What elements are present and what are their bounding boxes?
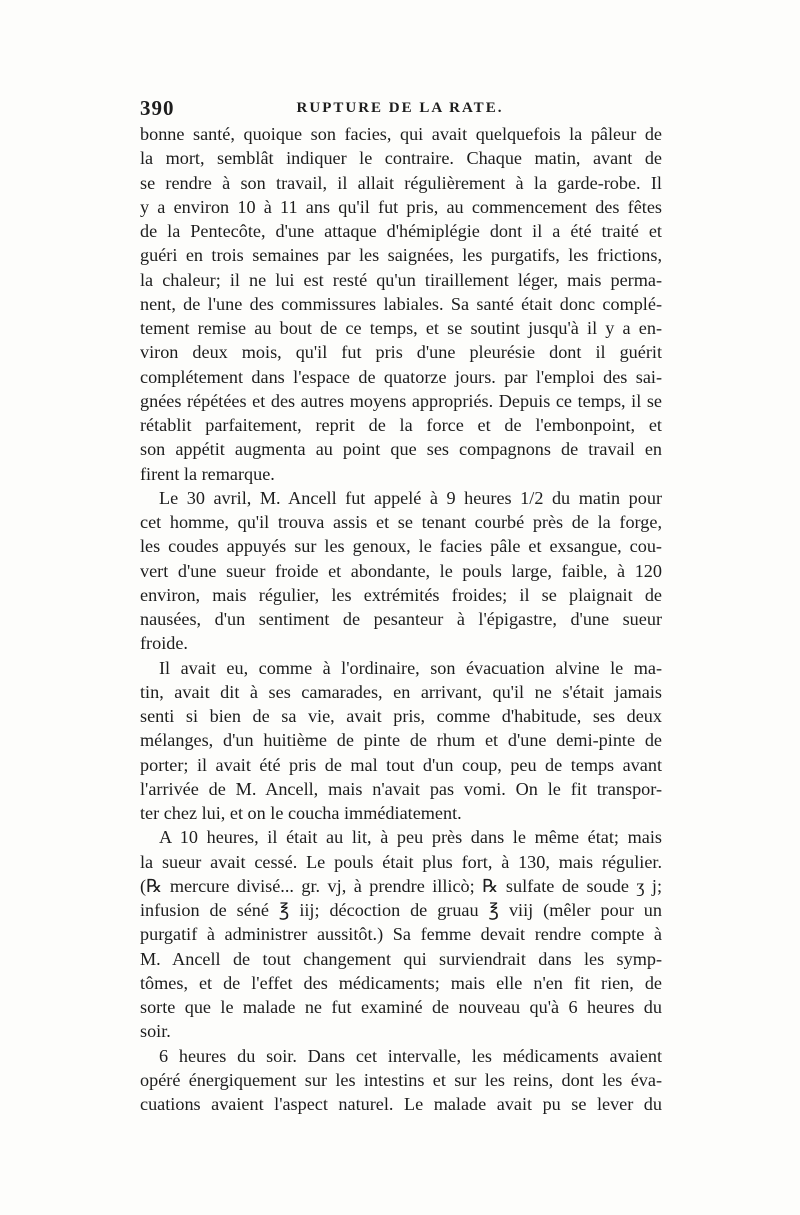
- text-line: soir.: [140, 1021, 171, 1042]
- text-line: porter; il avait été pris de mal tout d'un coup, peu de temps avant: [140, 754, 662, 775]
- text-line: rétablit parfaitement, reprit de la force et de l'embonpoint, et: [140, 415, 662, 435]
- text-line: tement remise au bout de ce temps, et se soutint jusqu'à il y a en-: [140, 318, 662, 338]
- text-line: son appétit augmenta au point que ses compagnons de travail en: [140, 439, 662, 460]
- text-line: tin, avait dit à ses camarades, en arrivant, qu'il ne s'était jamais: [140, 681, 662, 702]
- text-line: y a environ 10 à 11 ans qu'il fut pris, au commencement des fêtes: [140, 196, 662, 217]
- text-line: gnées répétées et des autres moyens appropriés. Depuis ce temps, il se: [140, 390, 662, 411]
- text-line: la mort, semblât indiquer le contraire. Chaque matin, avant de: [140, 148, 662, 169]
- text-line: (℞ mercure divisé... gr. vj, à prendre illicò; ℞ sulfate de soude ʒ j;: [140, 875, 662, 896]
- text-line: les coudes appuyés sur les genoux, le facies pâle et exsangue, cou-: [140, 536, 662, 557]
- text-line: bonne santé, quoique son facies, qui avait quelquefois la pâleur de: [140, 124, 662, 144]
- running-title: RUPTURE DE LA RATE.: [296, 100, 504, 116]
- text-line: M. Ancell de tout changement qui surviendrait dans les symp-: [140, 948, 662, 969]
- text-line: nausées, d'un sentiment de pesanteur à l'épigastre, d'une sueur: [140, 609, 662, 629]
- text-line: A 10 heures, il était au lit, à peu près dans le même état; mais: [159, 827, 662, 848]
- text-line: cuations avaient l'aspect naturel. Le malade avait pu se lever du: [140, 1094, 662, 1114]
- text-line: vert d'une sueur froide et abondante, le pouls large, faible, à 120: [140, 560, 662, 581]
- text-line: se rendre à son travail, il allait régulièrement à la garde-robe. Il: [140, 172, 662, 193]
- text-line: nent, de l'une des commissures labiales. Sa santé était donc complé-: [140, 293, 662, 314]
- text-line: infusion de séné ℥ iij; décoction de gruau ℥ viij (mêler pour un: [140, 900, 662, 920]
- text-line: Le 30 avril, M. Ancell fut appelé à 9 heures 1/2 du matin pour: [159, 487, 662, 508]
- text-line: ter chez lui, et on le coucha immédiatement.: [140, 803, 462, 823]
- text-line: froide.: [140, 633, 188, 654]
- text-line: 6 heures du soir. Dans cet intervalle, les médicaments avaient: [159, 1045, 662, 1066]
- text-line: l'arrivée de M. Ancell, mais n'avait pas vomi. On le fit transpor-: [140, 778, 662, 799]
- text-line: la sueur avait cessé. Le pouls était plus fort, à 130, mais régulier.: [140, 851, 662, 872]
- text-line: sorte que le malade ne fut examiné de nouveau qu'à 6 heures du: [140, 997, 662, 1017]
- text-line: de la Pentecôte, d'une attaque d'hémiplégie dont il a été traité et: [140, 221, 662, 241]
- text-line: guéri en trois semaines par les saignées, les purgatifs, les frictions,: [140, 245, 662, 266]
- text-line: firent la remarque.: [140, 463, 275, 484]
- body-text: [140, 122, 662, 1116]
- text-line: cet homme, qu'il trouva assis et se tenant courbé près de la forge,: [140, 512, 662, 532]
- text-line: environ, mais régulier, les extrémités froides; il se plaignait de: [140, 584, 662, 605]
- page-number: 390: [140, 96, 175, 120]
- text-line: opéré énergiquement sur les intestins et sur les reins, dont les éva-: [140, 1069, 662, 1090]
- text-line: viron deux mois, qu'il fut pris d'une pleurésie dont il guérit: [140, 342, 662, 363]
- text-line: senti si bien de sa vie, avait pris, comme d'habitude, ses deux: [140, 706, 662, 726]
- text-line: purgatif à administrer aussitôt.) Sa femme devait rendre compte à: [140, 924, 662, 945]
- text-line: mélanges, d'un huitième de pinte de rhum et d'une demi-pinte de: [140, 730, 662, 751]
- text-line: Il avait eu, comme à l'ordinaire, son évacuation alvine le ma-: [159, 657, 662, 678]
- text-line: complétement dans l'espace de quatorze jours. par l'emploi des sai-: [140, 366, 662, 387]
- text-line: tômes, et de l'effet des médicaments; mais elle n'en fit rien, de: [140, 972, 662, 993]
- text-line: la chaleur; il ne lui est resté qu'un tiraillement léger, mais perma-: [140, 269, 662, 290]
